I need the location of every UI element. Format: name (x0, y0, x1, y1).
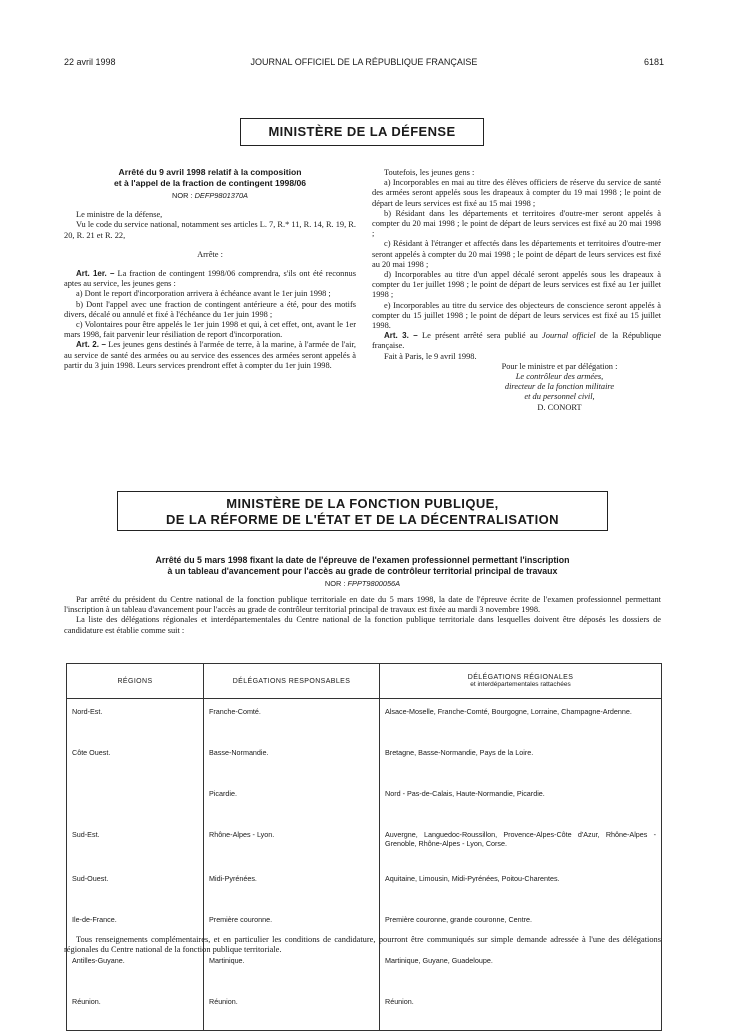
intro-vu: Vu le code du service national, notamment ses articles L. 7, R.* 11, R. 14, R. 19, R. 20, R. 21 et R. 22, (64, 220, 356, 240)
region-cell: Antilles-Guyane. (67, 948, 204, 989)
defense-nor: NOR : DEFP9801370A (171, 191, 248, 200)
article-1: Art. 1er. – La fraction de contingent 1998/06 comprendra, s'ils ont été reconnus aptes au service, les jeunes gens : (64, 269, 356, 289)
item-b: b) Résidant dans les départements et territoires d'outre-mer seront appelés à compter du 20 mai 1998 ; le point de départ de leurs services est fixé au 20 mai 1998 ; (372, 208, 661, 239)
article-3: Art. 3. – Le présent arrêté sera publié au Journal officiel de la République française. (372, 331, 662, 351)
item-c: c) Résidant à l'étranger et affectés dans les départements et territoires d'outre-mer seront appelés à compter du 20 mai 1998 ; le point de départ de leurs services est fixé au 20 mai 1998 ; (372, 239, 661, 269)
rattachees-cell: Martinique, Guyane, Guadeloupe. (380, 948, 662, 989)
responsable-cell: Midi-Pyrénées. (204, 866, 380, 907)
responsable-cell: Rhône-Alpes - Lyon. (204, 822, 380, 866)
fp-arrete-title: Arrêté du 5 mars 1998 fixant la date de l'épreuve de l'examen professionnel permettant l'inscription à un tableau d'avancement pour l'accès au grade de contrôleur territorial principal de travaux (155, 555, 570, 576)
responsable-cell: Picardie. (204, 781, 380, 822)
table-header-row (67, 664, 662, 699)
article-1-c: c) Volontaires pour être appelés le 1er juin 1998 et qui, à cet effet, ont, avant le 1er mars 1998, fait parvenir leur résiliation de report d'incorporation. (64, 320, 356, 340)
fonction-publique-arrete (64, 555, 661, 636)
footer-note: Tous renseignements complémentaires, et en particulier les conditions de candidature, pourront être communiqués sur simple demande adressée à l'une des délégations régionales du Centre national de la fonction publique territoriale. (64, 935, 661, 955)
region-cell: Nord-Est. (67, 699, 204, 741)
ministry-fonction-publique-box: MINISTÈRE DE LA FONCTION PUBLIQUE, DE LA RÉFORME DE L'ÉTAT ET DE LA DÉCENTRALISATION (117, 491, 608, 531)
responsable-cell: Réunion. (204, 989, 380, 1031)
intro-minister: Le ministre de la défense, (76, 210, 163, 220)
region-cell: Réunion. (67, 989, 204, 1031)
rattachees-cell: Auvergne, Languedoc-Roussillon, Provence-Alpes-Côte d'Azur, Rhône-Alpes - Grenoble, Rhône-Alpes - Lyon, Corse. (380, 822, 662, 866)
rattachees-cell: Première couronne, grande couronne, Centre. (380, 907, 662, 948)
fp-nor: NOR : FPPT9800056A (324, 579, 401, 588)
toutefois: Toutefois, les jeunes gens : (384, 168, 475, 177)
fp-paragraph-2: La liste des délégations régionales et interdépartementales du Centre national de la fonction publique territoriale dans lesquelles doivent être déposés les dossiers de candidature est établie comme suit : (64, 615, 661, 635)
defense-arrete-left-column (64, 167, 356, 371)
rattachees-cell: Bretagne, Basse-Normandie, Pays de la Loire. (380, 740, 662, 781)
responsable-cell: Martinique. (204, 948, 380, 989)
running-header (64, 57, 664, 71)
responsable-cell: Franche-Comté. (204, 699, 380, 741)
fp-paragraph-1: Par arrêté du président du Centre national de la fonction publique territoriale en date du 5 mars 1998, la date de l'épreuve écrite de l'examen professionnel permettant l'inscription à un tableau d'avancement pour l'accès au grade de contrôleur territorial principal de travaux est fixée au mardi 3 novembre 1998. (64, 595, 661, 615)
header-delegations-responsables: DÉLÉGATIONS RESPONSABLES (204, 664, 380, 699)
region-cell (67, 781, 204, 822)
region-cell: Sud-Est. (67, 822, 204, 866)
responsable-cell: Basse-Normandie. (204, 740, 380, 781)
header-delegations-regionales: DÉLÉGATIONS RÉGIONALES et interdépartementales rattachées (380, 664, 662, 699)
item-e: e) Incorporables au titre du service des objecteurs de conscience seront appelés à compter du 15 juillet 1998 ; le point de départ de leurs services est fixé au 15 juillet 1998. (372, 300, 661, 331)
signature-block: Pour le ministre et par délégation : Le contrôleur des armées, directeur de la fonction militaire et du personnel civil, D. CONORT (501, 361, 618, 412)
article-1-b: b) Dont l'appel avec une fraction de contingent antérieure a été, pour des motifs divers, décalé ou annulé et fixé à l'échéance du 1er juin 1998 ; (64, 299, 356, 319)
article-1-a: a) Dont le report d'incorporation arrivera à échéance avant le 1er juin 1998 ; (76, 289, 331, 299)
table-row (67, 866, 662, 907)
rattachees-cell: Aquitaine, Limousin, Midi-Pyrénées, Poitou-Charentes. (380, 866, 662, 907)
table-row (67, 822, 662, 866)
rattachees-cell: Réunion. (380, 989, 662, 1031)
region-cell: Sud-Ouest. (67, 866, 204, 907)
defense-arrete-title: Arrêté du 9 avril 1998 relatif à la composition et à l'appel de la fraction de contingent 1998/06 (113, 167, 307, 188)
defense-arrete-right-column (372, 168, 661, 413)
header-date: 22 avril 1998 (64, 57, 116, 67)
item-d: d) Incorporables au titre d'un appel décalé seront appelés sous les drapeaux à compter du 1er juillet 1998 ; le point de départ de leurs services est fixé au 1er juillet 1998 ; (372, 270, 661, 300)
table-row (67, 989, 662, 1031)
region-cell: Ile-de-France. (67, 907, 204, 948)
table-row (67, 740, 662, 781)
rattachees-cell: Alsace-Moselle, Franche-Comté, Bourgogne, Lorraine, Champagne-Ardenne. (380, 699, 662, 741)
header-page-number: 6181 (643, 57, 664, 67)
responsable-cell: Première couronne. (204, 907, 380, 948)
delegations-table (66, 663, 662, 1031)
table-row (67, 699, 662, 741)
ministry-defense-box: MINISTÈRE DE LA DÉFENSE (240, 118, 484, 146)
arrete-line: Arrête : (197, 249, 223, 259)
fait-a-paris: Fait à Paris, le 9 avril 1998. (384, 351, 477, 361)
header-regions: RÉGIONS (67, 664, 204, 699)
item-a: a) Incorporables en mai au titre des élèves officiers de réserve du service de santé des armées seront appelés sous les drapeaux à compter du 19 mai 1998 ; le point de départ de leurs services est fixé au 15 mai 1998 ; (372, 178, 661, 208)
region-cell: Côte Ouest. (67, 740, 204, 781)
table-row (67, 781, 662, 822)
header-journal-title: JOURNAL OFFICIEL DE LA RÉPUBLIQUE FRANÇAISE (250, 57, 478, 67)
rattachees-cell: Nord - Pas-de-Calais, Haute-Normandie, Picardie. (380, 781, 662, 822)
article-2: Art. 2. – Les jeunes gens destinés à l'armée de terre, à la marine, à l'armée de l'air, au service de santé des armées ou au service des essences des armées seront appelés à partir du 3 juin 1998. Leurs services prendront effet à compter du 1er juin 1998. (64, 340, 356, 370)
